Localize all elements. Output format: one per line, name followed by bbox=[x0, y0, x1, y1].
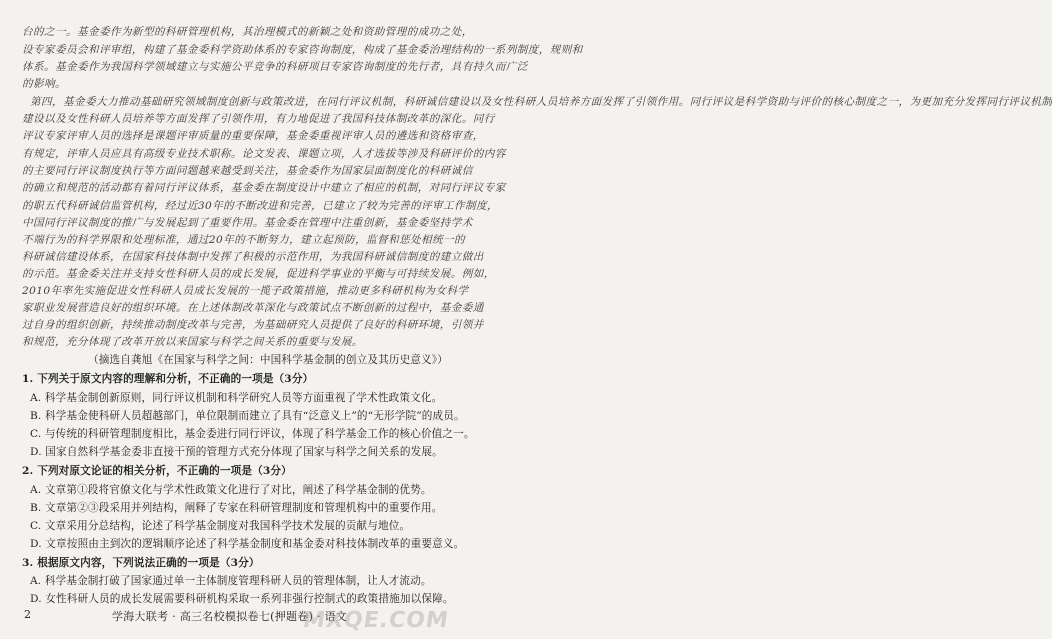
option-1a: A. 科学基金制创新原则，同行评议机制和科学研究人员等方面重视了学术性政策文化。 bbox=[30, 392, 443, 404]
option-1c: C. 与传统的科研管理制度相比，基金委进行同行评议，体现了科学基金工作的核心价值之一。 bbox=[30, 428, 475, 440]
question-2: 2. 下列对原文论证的相关分析，不正确的一项是（3分） bbox=[22, 465, 292, 477]
passage-line: 和规范，充分体现了改革开放以来国家与科学之间关系的重要与发展。 bbox=[22, 336, 363, 348]
passage-line: 家职业发展营造良好的组织环境。在上述体制改革深化与政策试点不断创新的过程中，基金委通 bbox=[22, 302, 484, 314]
question-3: 3. 根据原文内容，下列说法正确的一项是（3分） bbox=[22, 557, 260, 569]
passage-line: 设专家委员会和评审组，构建了基金委科学资助体系的专家咨询制度，构成了基金委治理结构的一系列制度，规则和 bbox=[22, 44, 583, 56]
option-2b: B. 文章第②③段采用并列结构，阐释了专家在科研管理制度和管理机构中的重要作用。 bbox=[30, 502, 443, 514]
passage-line: 有规定，评审人员应具有高级专业技术职称。论文发表、课题立项，人才选拔等涉及科研评价的内容 bbox=[22, 148, 506, 160]
option-2c: C. 文章采用分总结构，论述了科学基金制度对我国科学技术发展的贡献与地位。 bbox=[30, 520, 411, 532]
option-1d: D. 国家自然科学基金委非直接干预的管理方式充分体现了国家与科学之间关系的发展。 bbox=[30, 446, 443, 458]
option-2a: A. 文章第①段将官僚文化与学术性政策文化进行了对比，阐述了科学基金制的优势。 bbox=[30, 484, 432, 496]
page-number: 2 bbox=[24, 608, 31, 621]
question-1: 1. 下列关于原文内容的理解和分析，不正确的一项是（3分） bbox=[22, 373, 314, 385]
option-3d: D. 女性科研人员的成长发展需要科研机构采取一系列非强行控制式的政策措施加以保障。 bbox=[30, 593, 454, 605]
passage-line: 科研诚信建设体系，在国家科技体制中发挥了积极的示范作用，为我国科研诚信制度的建立做出 bbox=[22, 251, 484, 263]
passage-line: 评议专家评审人员的选择是课题评审质量的重要保障，基金委重视评审人员的遴选和资格审查， bbox=[22, 130, 484, 142]
passage-line: 不端行为的科学界限和处理标准，通过20年的不断努力，建立起预防，监督和惩处相统一的 bbox=[22, 234, 466, 246]
passage-line: 的职五代科研诚信监管机构，经过近30年的不断改进和完善，已建立了较为完善的评审工作制度， bbox=[22, 200, 499, 212]
footer-title: 学海大联考 · 高三名校模拟卷七(押题卷) · 语文 bbox=[111, 610, 348, 623]
watermark-logo: MXQE.COM bbox=[301, 608, 451, 633]
passage-line: 过自身的组织创新，持续推动制度改革与完善，为基础研究人员提供了良好的科研环境，引领并 bbox=[22, 319, 484, 331]
option-3a: A. 科学基金制打破了国家通过单一主体制度管理科研人员的管理体制，让人才流动。 bbox=[30, 575, 432, 587]
passage-line: 体系。基金委作为我国科学领域建立与实施公平竞争的科研项目专家咨询制度的先行者，具有持久而广泛 bbox=[22, 61, 528, 73]
passage-line: 2010年率先实施促进女性科研人员成长发展的一揽子政策措施，推动更多科研机构为女科学 bbox=[22, 285, 469, 297]
passage-line: 的主要同行评议制度执行等方面问题越来越受到关注，基金委作为国家层面制度化的科研诚信 bbox=[22, 165, 473, 177]
passage-line: 的示范。基金委关注并支持女性科研人员的成长发展，促进科学事业的平衡与可持续发展。例如， bbox=[22, 268, 495, 280]
passage-line: 建设以及女性科研人员培养等方面发挥了引领作用，有力地促进了我国科技体制改革的深化。同行 bbox=[22, 113, 495, 125]
option-1b: B. 科学基金使科研人员超越部门，单位限制而建立了具有“泛意义上”的“无形学院”的成员。 bbox=[30, 410, 465, 422]
passage-line: 台的之一。基金委作为新型的科研管理机构，其治理模式的新颖之处和资助管理的成功之处， bbox=[22, 26, 473, 38]
source-citation: （摘选自龚旭《在国家与科学之间：中国科学基金制的创立及其历史意义》） bbox=[88, 354, 448, 366]
passage-line: 的影响。 bbox=[22, 78, 66, 90]
passage-line: 中国同行评议制度的推广与发展起到了重要作用。基金委在管理中注重创新，基金委坚持学术 bbox=[22, 217, 473, 229]
option-2d: D. 文章按照由主到次的逻辑顺序论述了科学基金制度和基金委对科技体制改革的重要意义。 bbox=[30, 538, 465, 550]
passage-line: 的确立和规范的活动都有着同行评议体系，基金委在制度设计中建立了相应的机制，对同行评议专家 bbox=[22, 182, 506, 194]
passage-line: 第四，基金委大力推动基础研究领域制度创新与政策改进，在同行评议机制，科研诚信建设以及女性科研人员培养方面发挥了引领作用。同行评议是科学资助与评价的核心制度之一，为更加充分发挥同行评议机制 bbox=[30, 96, 1052, 108]
